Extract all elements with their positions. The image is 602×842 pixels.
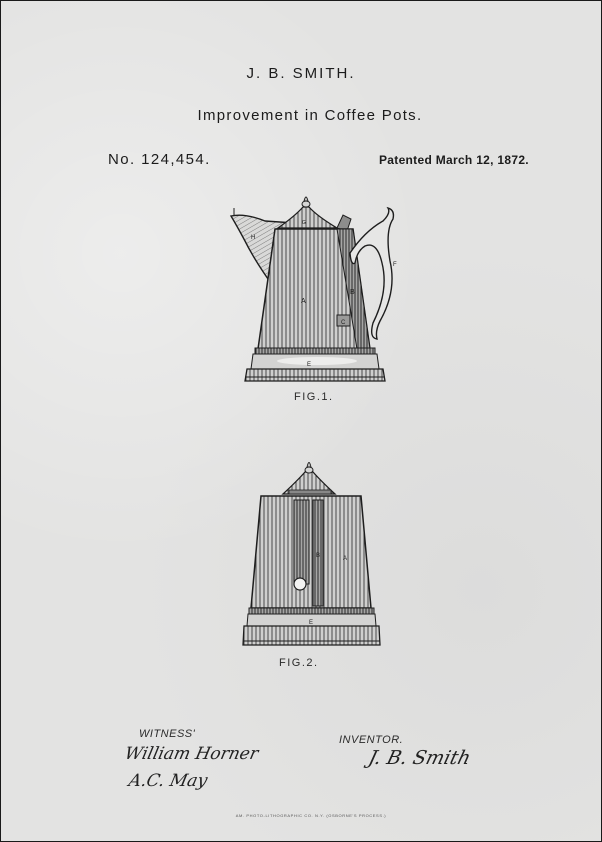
witness-signature-2: A.C. May [126, 771, 210, 791]
figure-1-coffee-pot-drawing [225, 191, 411, 386]
figure-2-coffee-pot-drawing [239, 456, 384, 651]
inventor-signature: J. B. Smith [366, 747, 473, 769]
svg-text:A: A [343, 556, 348, 562]
patent-date: Patented March 12, 1872. [379, 153, 529, 167]
svg-text:C: C [341, 320, 346, 326]
figure-2-label: FIG.2. [279, 657, 319, 669]
svg-text:E: E [309, 620, 314, 626]
figure-1-label: FIG.1. [294, 391, 334, 403]
patent-title: Improvement in Coffee Pots. [197, 107, 423, 124]
patent-sheet [1, 1, 601, 841]
witness-label: WITNESS' [139, 728, 196, 740]
svg-text:B: B [350, 289, 355, 296]
svg-text:B: B [316, 553, 321, 559]
svg-text:H: H [251, 235, 256, 241]
inventor-label: INVENTOR. [339, 734, 404, 746]
svg-text:E: E [307, 362, 312, 368]
lithographer-imprint: AM. PHOTO-LITHOGRAPHIC CO. N.Y. (OSBORNE'S PROCESS.) [235, 813, 387, 818]
svg-text:G: G [302, 220, 306, 226]
svg-text:F: F [393, 262, 397, 268]
inventor-name: J. B. SMITH. [246, 65, 356, 82]
witness-signature-1: William Horner [122, 744, 261, 764]
patent-number: No. 124,454. [108, 151, 211, 168]
svg-text:A: A [301, 298, 306, 305]
